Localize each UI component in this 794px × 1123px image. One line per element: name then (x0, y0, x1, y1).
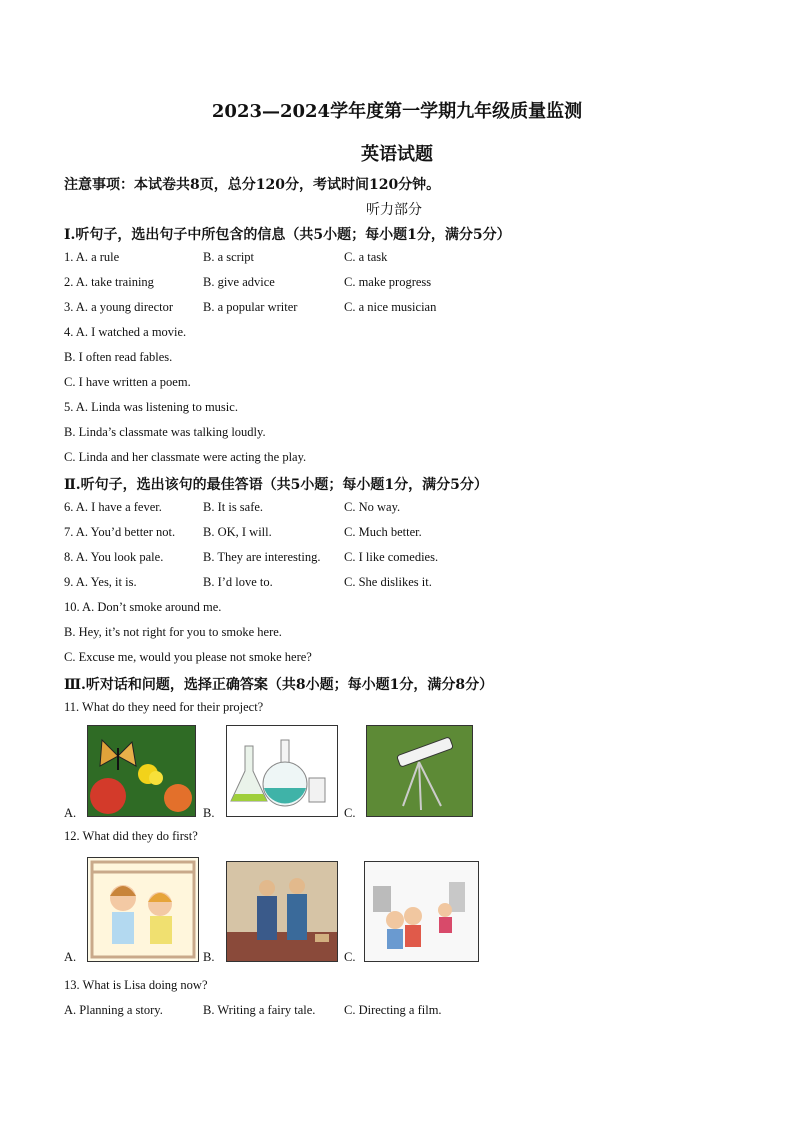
earthquake-students-image (226, 861, 338, 962)
q11-label-b: B. (203, 806, 215, 820)
q13-option-b: B. Writing a fairy tale. (203, 1003, 316, 1017)
q9-option-a: 9. A. Yes, it is. (64, 575, 137, 589)
q12-label-b: B. (203, 950, 215, 964)
page-subtitle: 英语试题 (361, 144, 433, 165)
section-2-heading: Ⅱ.听句子，选出该句的最佳答语（共5小题；每小题1分，满分5分） (64, 477, 488, 493)
children-outside-image (364, 861, 479, 962)
q7-option-c: C. Much better. (344, 525, 422, 539)
q11-label-a: A. (64, 806, 77, 820)
exam-notice: 注意事项：本试卷共8页，总分120分，考试时间120分钟。 (64, 177, 441, 193)
children-crying-image (87, 857, 199, 962)
q7-option-a: 7. A. You’d better not. (64, 525, 176, 539)
q10-option-b: B. Hey, it’s not right for you to smoke here. (64, 625, 282, 639)
q7-option-b: B. OK, I will. (203, 525, 272, 539)
q1-option-a: 1. A. a rule (64, 250, 120, 264)
q6-option-b: B. It is safe. (203, 500, 264, 514)
q13-question: 13. What is Lisa doing now? (64, 978, 208, 992)
part-heading: 听力部分 (366, 202, 422, 218)
q11-question: 11. What do they need for their project? (64, 700, 264, 714)
q5-option-b: B. Linda’s classmate was talking loudly. (64, 425, 266, 439)
q4-option-a: 4. A. I watched a movie. (64, 325, 187, 339)
q13-option-c: C. Directing a film. (344, 1003, 442, 1017)
q3-option-c: C. a nice musician (344, 300, 437, 314)
q5-option-a: 5. A. Linda was listening to music. (64, 400, 238, 414)
q10-option-a: 10. A. Don’t smoke around me. (64, 600, 222, 614)
q10-option-c: C. Excuse me, would you please not smoke here? (64, 650, 312, 664)
q2-option-a: 2. A. take training (64, 275, 154, 289)
q6-option-c: C. No way. (344, 500, 401, 514)
q5-option-c: C. Linda and her classmate were acting the play. (64, 450, 307, 464)
q12-label-c: C. (344, 950, 356, 964)
q4-option-c: C. I have written a poem. (64, 375, 191, 389)
telescope-image (366, 725, 473, 817)
q1-option-c: C. a task (344, 250, 388, 264)
q8-option-a: 8. A. You look pale. (64, 550, 164, 564)
q1-option-b: B. a script (203, 250, 255, 264)
q3-option-a: 3. A. a young director (64, 300, 174, 314)
flasks-image (226, 725, 338, 817)
butterfly-flower-image (87, 725, 196, 817)
section-3-heading: Ⅲ.听对话和问题，选择正确答案（共8小题；每小题1分，满分8分） (64, 677, 494, 693)
q3-option-b: B. a popular writer (203, 300, 298, 314)
q8-option-c: C. I like comedies. (344, 550, 439, 564)
q8-option-b: B. They are interesting. (203, 550, 321, 564)
section-1-heading: Ⅰ.听句子，选出句子中所包含的信息（共5小题；每小题1分，满分5分） (64, 227, 511, 243)
q13-option-a: A. Planning a story. (64, 1003, 163, 1017)
q12-question: 12. What did they do first? (64, 829, 198, 843)
q4-option-b: B. I often read fables. (64, 350, 173, 364)
q9-option-c: C. She dislikes it. (344, 575, 432, 589)
q6-option-a: 6. A. I have a fever. (64, 500, 162, 514)
q12-label-a: A. (64, 950, 77, 964)
q11-label-c: C. (344, 806, 356, 820)
q2-option-b: B. give advice (203, 275, 275, 289)
q2-option-c: C. make progress (344, 275, 432, 289)
q9-option-b: B. I’d love to. (203, 575, 273, 589)
page-title: 2023—2024学年度第一学期九年级质量监测 (211, 101, 583, 122)
